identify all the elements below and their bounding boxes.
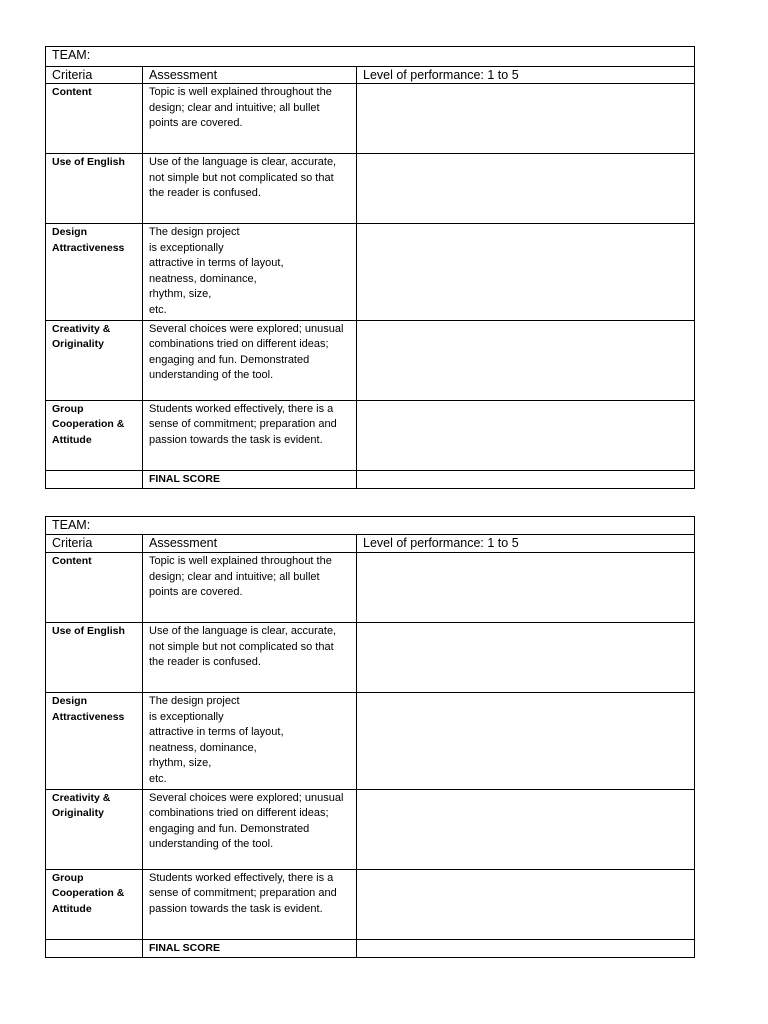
table-row: [46, 789, 695, 869]
final-score-row: [46, 470, 695, 489]
score-cell[interactable]: [357, 154, 695, 224]
table-row: [46, 869, 695, 939]
assessment-text: Topic is well explained throughout the design; clear and intuitive; all bullet points are covered.: [149, 555, 332, 599]
score-cell[interactable]: [357, 553, 695, 623]
header-assessment: Assessment: [143, 535, 357, 553]
assessment-cell: [143, 224, 357, 321]
assessment-cell: [143, 84, 357, 154]
score-cell[interactable]: [357, 84, 695, 154]
criteria-cell: [46, 693, 143, 790]
assessment-text: Use of the language is clear, accurate, not simple but not complicated so that the reader is confused.: [149, 625, 337, 669]
final-score-label: FINAL SCORE: [143, 939, 357, 958]
assessment-cell: [143, 789, 357, 869]
assessment-text: The design project is exceptionally attractive in terms of layout, neatness, dominance, rhythm, size, etc.: [149, 695, 284, 785]
rubric-table-1: [45, 46, 695, 489]
empty-cell: [46, 939, 143, 958]
assessment-text: Students worked effectively, there is a sense of commitment; preparation and passion towards the task is evident.: [149, 402, 337, 446]
table-row: [46, 84, 695, 154]
criteria-text: Creativity & Originality: [52, 791, 111, 820]
score-cell[interactable]: [357, 693, 695, 790]
assessment-text: The design project is exceptionally attractive in terms of layout, neatness, dominance, rhythm, size, etc.: [149, 226, 284, 316]
criteria-cell: [46, 869, 143, 939]
score-cell[interactable]: [357, 789, 695, 869]
criteria-text: Content: [52, 86, 92, 98]
criteria-text: Use of English: [52, 156, 125, 168]
header-criteria: Criteria: [46, 535, 143, 553]
final-score-row: [46, 939, 695, 958]
assessment-cell: [143, 623, 357, 693]
criteria-cell: [46, 553, 143, 623]
assessment-cell: [143, 553, 357, 623]
empty-cell: [46, 470, 143, 489]
team-label: TEAM:: [46, 517, 695, 535]
criteria-cell: [46, 623, 143, 693]
table-row: [46, 320, 695, 400]
assessment-cell: [143, 154, 357, 224]
table-row: [46, 623, 695, 693]
criteria-cell: [46, 154, 143, 224]
criteria-cell: [46, 400, 143, 470]
table-row: [46, 154, 695, 224]
assessment-text: Students worked effectively, there is a sense of commitment; preparation and passion towards the task is evident.: [149, 871, 337, 915]
table-row: [46, 400, 695, 470]
assessment-cell: [143, 693, 357, 790]
final-score-cell[interactable]: [357, 470, 695, 489]
score-cell[interactable]: [357, 320, 695, 400]
assessment-text: Several choices were explored; unusual combinations tried on different ideas; engaging and fun. Demonstrated understanding of the tool.: [149, 791, 344, 851]
table-row: [46, 224, 695, 321]
header-assessment: Assessment: [143, 67, 357, 84]
criteria-text: Creativity & Originality: [52, 322, 111, 351]
score-cell[interactable]: [357, 869, 695, 939]
table-row: [46, 693, 695, 790]
assessment-cell: [143, 869, 357, 939]
criteria-text: Content: [52, 555, 92, 567]
criteria-cell: [46, 224, 143, 321]
header-level: Level of performance: 1 to 5: [357, 535, 695, 553]
header-criteria: Criteria: [46, 67, 143, 84]
score-cell[interactable]: [357, 623, 695, 693]
assessment-cell: [143, 320, 357, 400]
criteria-text: Group Cooperation & Attitude: [52, 871, 125, 915]
criteria-text: Group Cooperation & Attitude: [52, 402, 125, 446]
score-cell[interactable]: [357, 400, 695, 470]
criteria-text: Design Attractiveness: [52, 695, 125, 723]
criteria-text: Use of English: [52, 625, 125, 637]
header-level: Level of performance: 1 to 5: [357, 67, 695, 84]
criteria-text: Design Attractiveness: [52, 226, 125, 254]
team-label: TEAM:: [46, 47, 695, 67]
assessment-cell: [143, 400, 357, 470]
assessment-text: Use of the language is clear, accurate, not simple but not complicated so that the reader is confused.: [149, 156, 337, 200]
assessment-text: Several choices were explored; unusual combinations tried on different ideas; engaging and fun. Demonstrated understanding of the tool.: [149, 322, 344, 382]
criteria-cell: [46, 84, 143, 154]
final-score-label: FINAL SCORE: [143, 470, 357, 489]
criteria-cell: [46, 320, 143, 400]
criteria-cell: [46, 789, 143, 869]
score-cell[interactable]: [357, 224, 695, 321]
final-score-cell[interactable]: [357, 939, 695, 958]
table-row: [46, 553, 695, 623]
rubric-table-2: [45, 516, 695, 958]
assessment-text: Topic is well explained throughout the design; clear and intuitive; all bullet points are covered.: [149, 86, 332, 130]
